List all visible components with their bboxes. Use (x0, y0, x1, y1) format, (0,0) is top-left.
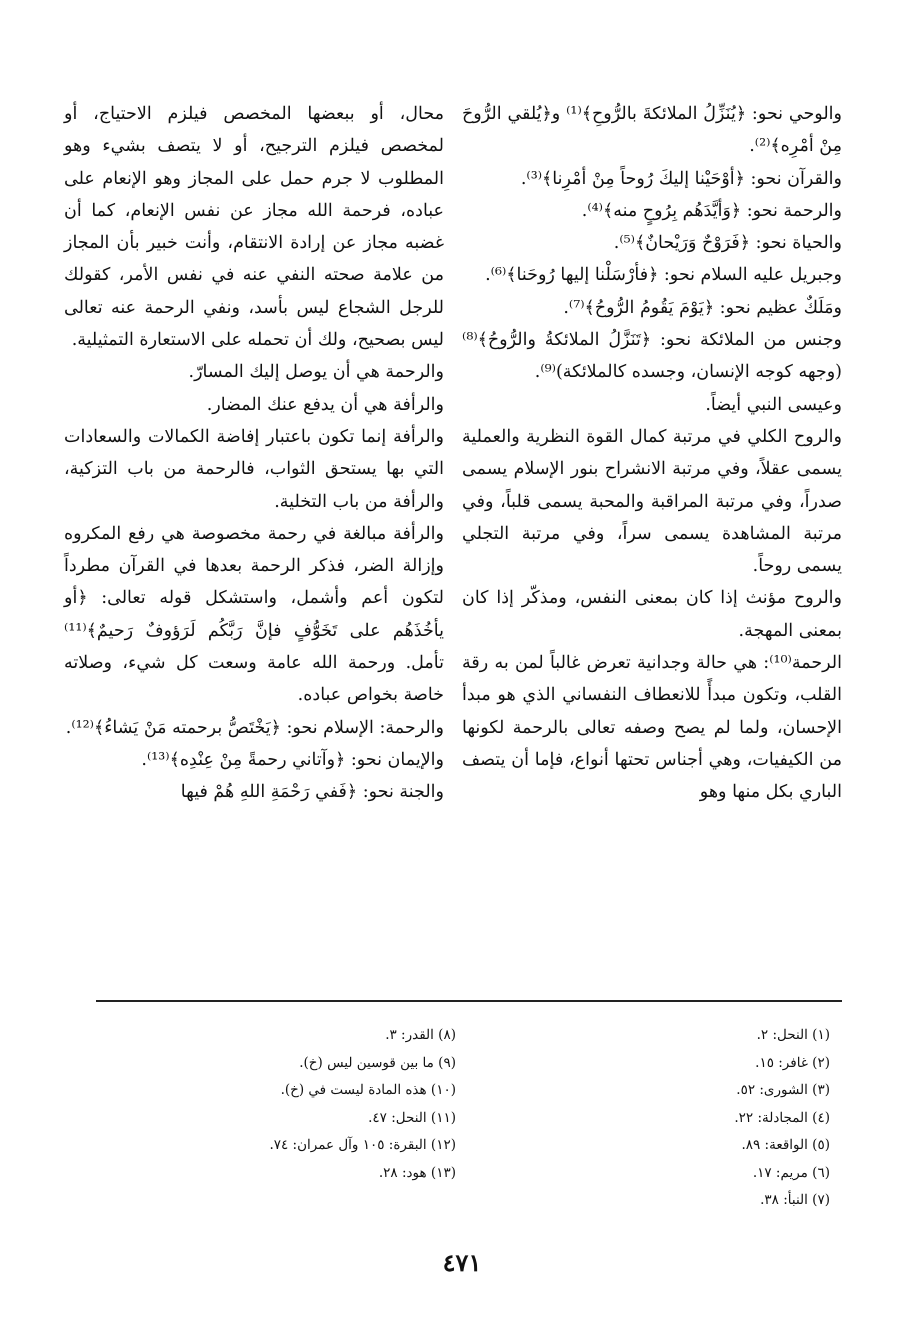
paragraph: وجنس من الملائكة نحو: ﴿تَنَزَّلُ الملائكةُ والرُّوحُ﴾⁽⁸⁾ (وجهه كوجه الإنسان، وجسده كالملائكة)⁽⁹⁾. (462, 330, 842, 383)
paragraph: والجنة نحو: ﴿فَفي رَحْمَةِ اللهِ هُمْ فيها (180, 782, 444, 803)
footnote: (٢) غافر: ١٥. (755, 1054, 830, 1071)
footnote: (١٠) هذه المادة ليست في (خ). (280, 1082, 456, 1098)
paragraph: وعيسى النبي أيضاً. (705, 394, 842, 415)
footnote: (٥) الواقعة: ٨٩. (741, 1137, 830, 1153)
paragraph: والرحمة نحو: ﴿وَأيَّدَهُم بِرُوحٍ منه﴾⁽⁴⁾. (581, 200, 842, 221)
right-column (462, 98, 842, 809)
footnote: (١) النحل: ٢. (756, 1027, 830, 1043)
paragraph: والحياة نحو: ﴿فَرَوْحٌ وَرَيْحانٌ﴾⁽⁵⁾. (613, 233, 842, 254)
footnote: (٣) الشورى: ٥٢. (736, 1082, 830, 1098)
paragraph: والإيمان نحو: ﴿وآتاني رحمةً مِنْ عِنْدِه﴾⁽¹³⁾. (141, 749, 444, 770)
paragraph: والروح الكلي في مرتبة كمال القوة النظرية والعملية يسمى عقلاً، وفي مرتبة الانشراح بنور الإسلام يسمى صدراً، وفي مرتبة المراقبة والمحبة يسمى قلباً، وفي مرتبة المشاهدة يسمى سراً، وفي مرتبة التجلي يسمى روحاً. (462, 426, 842, 577)
footnote-divider (96, 1000, 842, 1002)
paragraph: والرأفة هي أن يدفع عنك المضار. (206, 394, 444, 415)
page-number: ٤٧١ (442, 1248, 482, 1277)
footnotes-left (126, 1022, 456, 1187)
footnote: (١٣) هود: ٢٨. (378, 1164, 456, 1181)
paragraph: والرأفة إنما تكون باعتبار إفاضة الكمالات والسعادات التي بها يستحق الثواب، فالرحمة من باب التزكية، والرأفة من باب التخلية. (64, 426, 444, 512)
footnote: (١٢) البقرة: ١٠٥ وآل عمران: ٧٤. (269, 1137, 456, 1153)
paragraph: والرحمة هي أن يوصل إليك المسارّ. (188, 362, 444, 383)
paragraph: والروح مؤنث إذا كان بمعنى النفس، ومذكّر إذا كان بمعنى المهجة. (462, 588, 842, 641)
footnote: (٤) المجادلة: ٢٢. (734, 1109, 830, 1126)
paragraph: وجبريل عليه السلام نحو: ﴿فأرْسَلْنا إليها رُوحَنا﴾⁽⁶⁾. (485, 265, 842, 286)
paragraph: محال، أو ببعضها المخصص فيلزم الاحتياج، أو لمخصص فيلزم الترجيح، أو لا يتصف بشيء وهو المطلوب لا جرم حمل على المجاز وهو الإنعام على عباده، فرحمة الله مجاز عن نفس الإنعام، كما أن غضبه مجاز عن إرادة الانتقام، وأنت خبير بأن المجاز من علامة صحته النفي عنه في نفس الأمر، كقولك للرجل الشجاع ليس بأسد، ونفي الرحمة عنه تعالى ليس بصحيح، ولك أن تحمله على الاستعارة التمثيلية. (64, 104, 444, 351)
paragraph: والرحمة: الإسلام نحو: ﴿يَخْتَصُّ برحمته مَنْ يَشاءُ﴾⁽¹²⁾. (65, 717, 444, 738)
paragraph: الرحمة⁽¹⁰⁾: هي حالة وجدانية تعرض غالباً لمن به رقة القلب، وتكون مبدأً للانعطاف النفساني الذي هو مبدأ الإحسان، ولما لم يصح وصفه تعالى بالرحمة لكونها من الكيفيات، وهي أجناس تحتها أنواع، فإما أن يتصف الباري بكل منها وهو (462, 653, 842, 803)
footnote: (٨) القدر: ٣. (385, 1027, 456, 1043)
footnotes-right (500, 1022, 830, 1215)
footnote: (٩) ما بين قوسين ليس (خ). (299, 1054, 456, 1071)
left-column (64, 98, 444, 809)
paragraph: والرأفة مبالغة في رحمة مخصوصة هي رفع المكروه وإزالة الضر، فذكر الرحمة بعدها في القرآن مطرداً لتكون أعم وأشمل، واستشكل قوله تعالى: ﴿أو يأخُذَهُم على تَخَوُّفٍ فإنَّ رَبَّكُم لَرَؤوفٌ رَحيمٌ﴾⁽¹¹⁾ تأمل. ورحمة الله عامة وسعت كل شيء، وصلاته خاصة بخواص عباده. (64, 523, 444, 706)
paragraph: والقرآن نحو: ﴿أوْحَيْنا إليكَ رُوحاً مِنْ أمْرِنا﴾⁽³⁾. (520, 168, 842, 189)
footnote: (٦) مريم: ١٧. (752, 1164, 830, 1181)
footnote: (١١) النحل: ٤٧. (368, 1109, 456, 1126)
footnote: (٧) النبأ: ٣٨. (760, 1192, 830, 1208)
paragraph: والوحي نحو: ﴿يُنَزِّلُ الملائكةَ بالرُّوحِ﴾⁽¹⁾ و﴿يُلقي الرُّوحَ مِنْ أمْرِه﴾⁽²⁾. (462, 104, 842, 157)
paragraph: ومَلَكٌ عظيم نحو: ﴿يَوْمَ يَقُومُ الرُّوحُ﴾⁽⁷⁾. (563, 297, 842, 318)
